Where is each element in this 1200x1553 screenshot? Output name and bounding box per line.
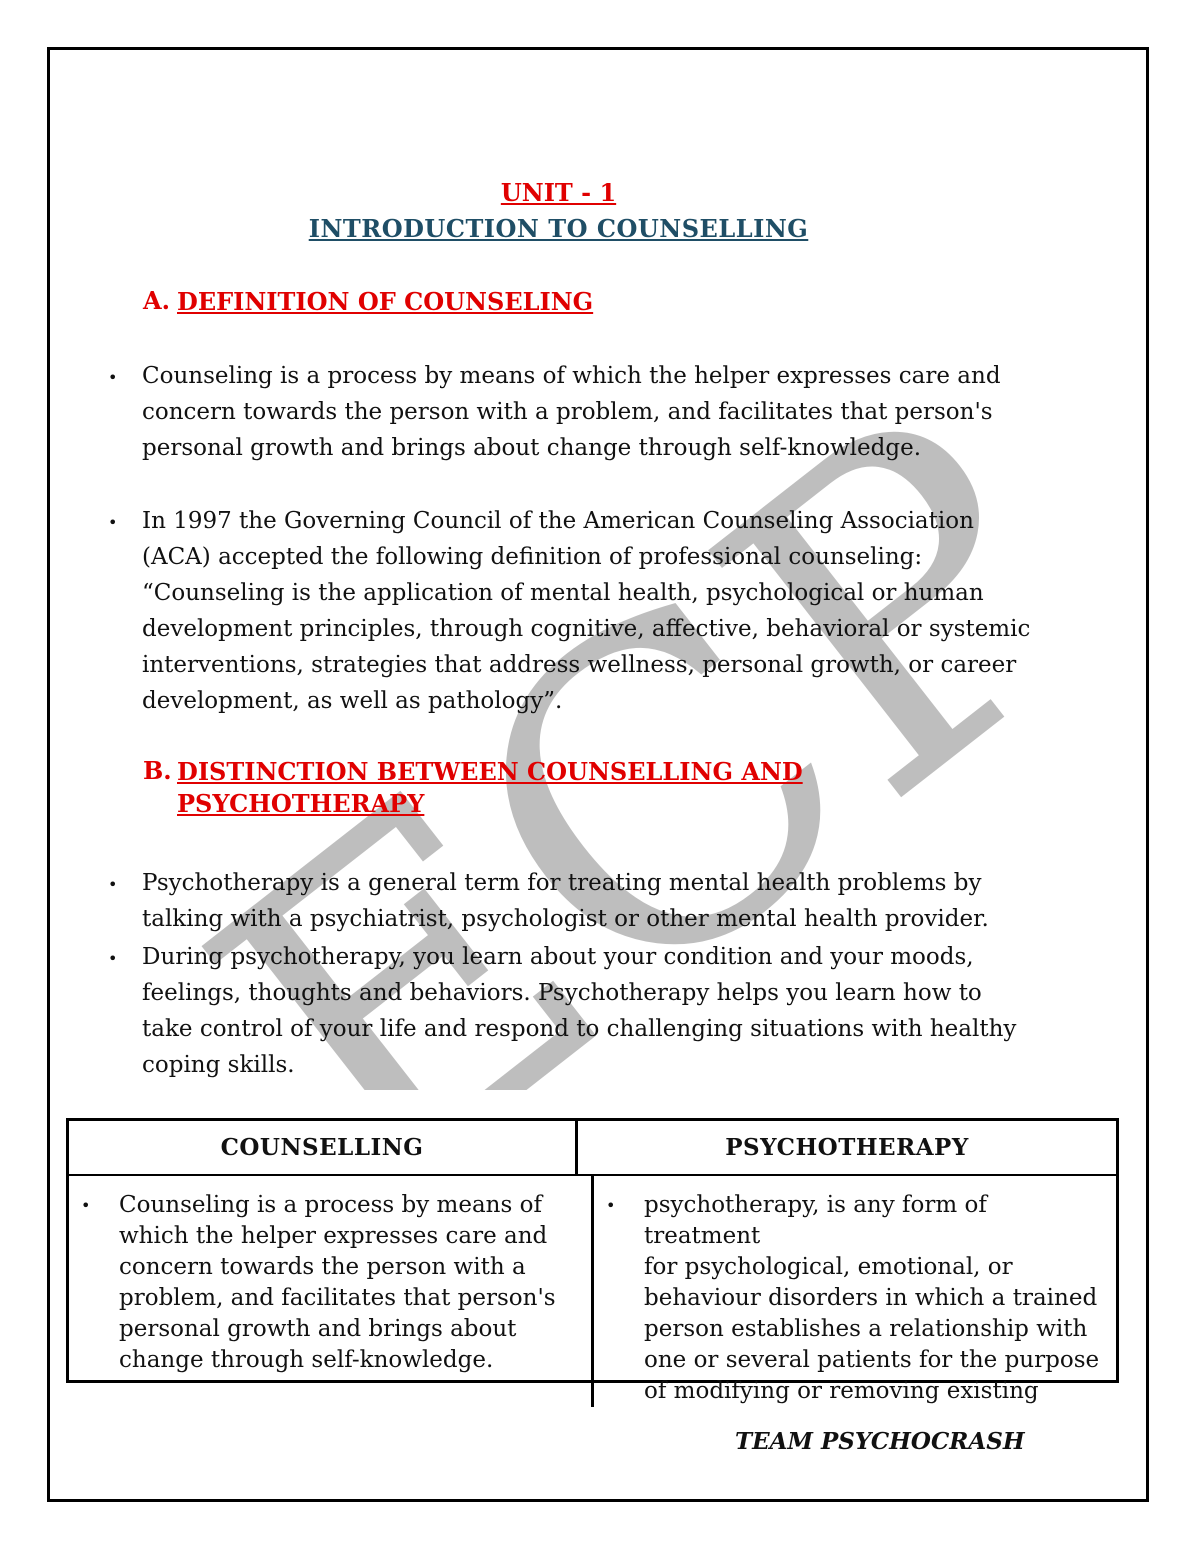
- bullet-icon: •: [108, 949, 118, 968]
- watermark-text: ECP: [130, 390, 1030, 1090]
- footer-team-name: TEAM PSYCHOCRASH: [735, 1428, 1025, 1455]
- list-item: [108, 503, 1068, 719]
- cell-text: psychotherapy, is any form of treatment for psychological, emotional, or behaviour disorders in which a trained person establishes a relationship with one or several patients for the purpose of modifying or removing existing: [644, 1192, 1100, 1404]
- table-header-row: [69, 1121, 1116, 1176]
- bullet-icon: •: [108, 513, 118, 532]
- section-a-heading: [143, 286, 593, 318]
- list-item: [108, 358, 1068, 466]
- column-header-counselling: COUNSELLING: [69, 1121, 578, 1174]
- section-b-title-line2: PSYCHOTHERAPY: [177, 789, 425, 818]
- bullet-icon: •: [81, 1196, 91, 1215]
- table-row: [69, 1176, 1116, 1407]
- section-a-title: DEFINITION OF COUNSELING: [177, 287, 594, 316]
- section-b-letter: B.: [143, 756, 172, 785]
- list-item-text: In 1997 the Governing Council of the American Counseling Association (ACA) accepted the following definition of professional counseling: “Counseling is the application of mental health, psychological or human development principles, through cognitive, affective, behavioral or systemic interventions, strategies that address wellness, personal growth, or career development, as well as pathology”.: [142, 508, 1031, 714]
- list-item: [108, 939, 1068, 1083]
- page-title: INTRODUCTION TO COUNSELLING: [308, 214, 809, 243]
- column-header-psychotherapy: PSYCHOTHERAPY: [725, 1134, 969, 1161]
- list-item-text: During psychotherapy, you learn about your condition and your moods, feelings, thoughts and behaviors. Psychotherapy helps you learn how to take control of your life and respond to challenging situations with healthy coping skills.: [142, 944, 1017, 1078]
- cell-text: Counseling is a process by means of which the helper expresses care and concern towards the person with a problem, and facilitates that person's personal growth and brings about change through self-knowledge.: [119, 1192, 556, 1373]
- bullet-icon: •: [108, 368, 118, 387]
- bullet-icon: •: [606, 1196, 616, 1215]
- section-b-title: [177, 756, 803, 820]
- table-cell-counselling: [69, 1176, 594, 1407]
- list-item: [108, 865, 1068, 937]
- bullet-icon: •: [108, 875, 118, 894]
- section-b-heading: [143, 756, 803, 820]
- section-b-title-line1: DISTINCTION BETWEEN COUNSELLING AND: [177, 757, 803, 786]
- list-item-text: Psychotherapy is a general term for treating mental health problems by talking with a psychiatrist, psychologist or other mental health provider.: [142, 870, 989, 932]
- list-item-text: Counseling is a process by means of which the helper expresses care and concern towards the person with a problem, and facilitates that person's personal growth and brings about change through self-knowledge.: [142, 363, 1001, 461]
- unit-title: UNIT - 1: [500, 178, 617, 207]
- section-a-letter: A.: [143, 286, 170, 315]
- comparison-table: [66, 1118, 1119, 1404]
- table-cell-psychotherapy: [594, 1176, 1116, 1407]
